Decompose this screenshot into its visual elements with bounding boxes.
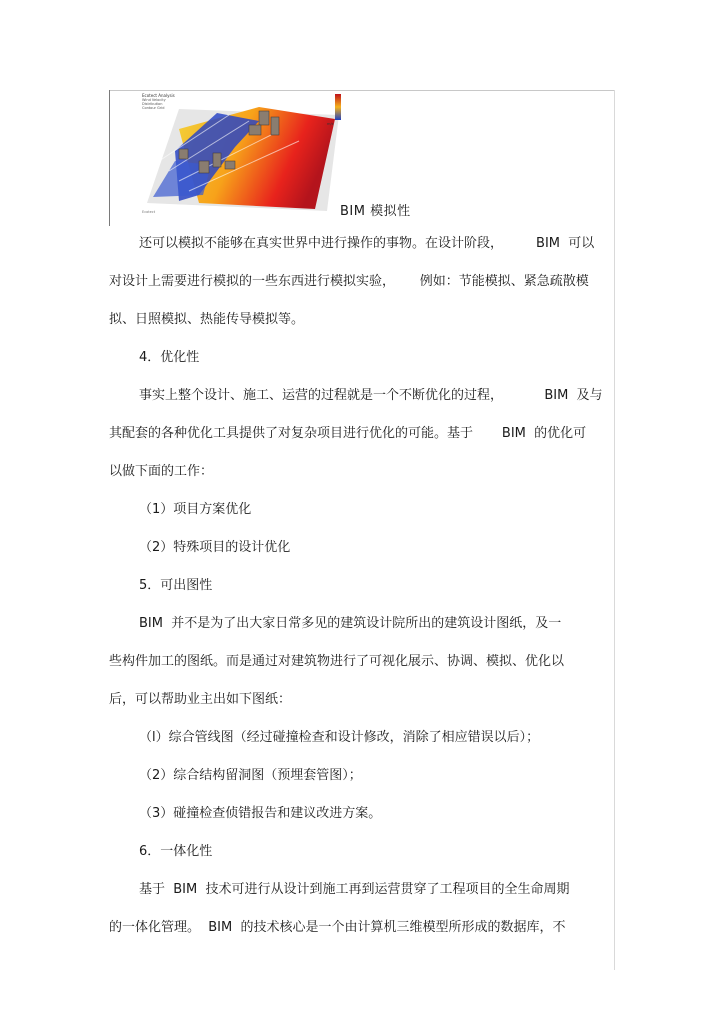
color-scale-bar (335, 94, 341, 120)
page-frame-right-border (614, 90, 615, 970)
simulation-figure (139, 91, 345, 216)
panel-text-1: Ecotect Analysis (142, 93, 175, 98)
heading-drawable: 5．可出图性 (139, 578, 213, 593)
heading-integration: 6．一体化性 (139, 844, 213, 859)
figure-caption: BIM 模拟性 (340, 204, 411, 219)
p1-line-3: 拟、日照模拟、热能传导模拟等。 (109, 312, 305, 327)
p2-line-1: 事实上整个设计、施工、运营的过程就是一个不断优化的过程， BIM 及与 (139, 388, 603, 403)
p4-line-2: 的一体化管理。 BIM 的技术核心是一个由计算机三维模型所形成的数据库，不 (109, 920, 566, 935)
list-item-4: （2）综合结构留洞图（预埋套管图）； (139, 768, 362, 783)
p3-line-3: 后，可以帮助业主出如下图纸： (109, 692, 292, 707)
p2-line-2: 其配套的各种优化工具提供了对复杂项目进行优化的可能。基于 BIM 的优化可 (109, 426, 587, 441)
p3-line-1: BIM 并不是为了出大家日常多见的建筑设计院所出的建筑设计图纸，及一 (139, 616, 562, 631)
page-frame-left-border (109, 90, 110, 226)
p1-line-1: 还可以模拟不能够在真实世界中进行操作的事物。在设计阶段， BIM 可以 (139, 236, 595, 251)
list-item-2: （2）特殊项目的设计优化 (139, 540, 291, 555)
list-item-5: （3）碰撞检查侦错报告和建议改进方案。 (139, 806, 382, 821)
panel-text-3: Distribution (142, 102, 163, 106)
figure-footer: Ecotect (142, 210, 156, 214)
panel-text-2: Wind Velocity (142, 98, 166, 102)
p4-line-1: 基于 BIM 技术可进行从设计到施工再到运营贯穿了工程项目的全生命周期 (139, 882, 570, 897)
p3-line-2: 些构件加工的图纸。而是通过对建筑物进行了可视化展示、协调、模拟、优化以 (109, 654, 565, 669)
heading-optimization: 4．优化性 (139, 350, 200, 365)
list-item-3: （l）综合管线图（经过碰撞检查和设计修改，消除了相应错误以后）； (139, 730, 540, 745)
list-item-1: （1）项目方案优化 (139, 502, 252, 517)
scale-unit: m/s (327, 122, 334, 126)
panel-text-4: Contour Grid (142, 106, 165, 110)
p1-line-2: 对设计上需要进行模拟的一些东西进行模拟实验， 例如：节能模拟、紧急疏散模 (109, 274, 589, 289)
p2-line-3: 以做下面的工作： (109, 464, 214, 479)
